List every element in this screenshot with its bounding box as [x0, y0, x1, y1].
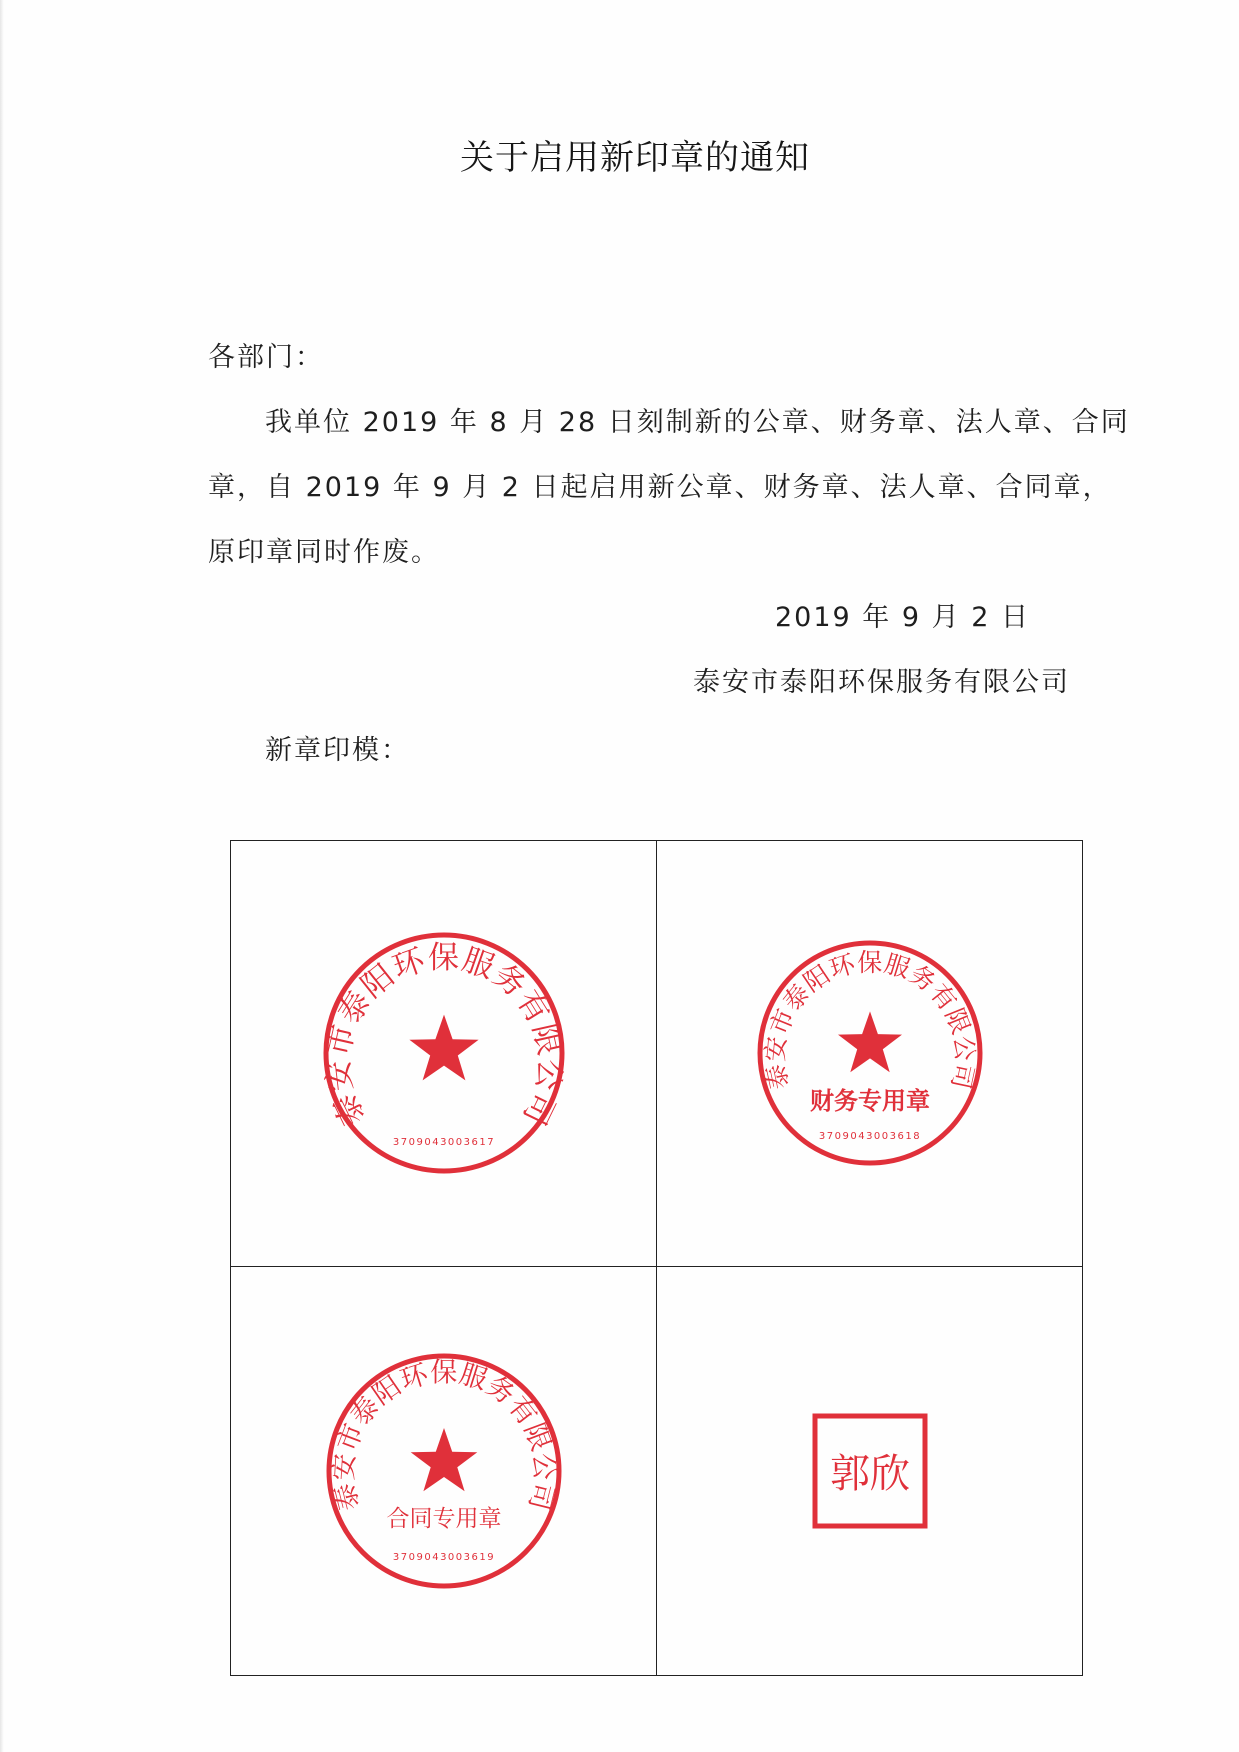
seal-purpose-text: 合同专用章 — [386, 1505, 501, 1532]
seal-ring-text: 泰安市泰阳环保服务有限公司 — [319, 940, 568, 1132]
star-icon — [409, 1015, 478, 1081]
document-title: 关于启用新印章的通知 — [460, 138, 810, 178]
seal-row-2 — [231, 1266, 1083, 1675]
legal-rep-name: 郭欣 — [829, 1450, 910, 1497]
addressee-line: 各部门： — [208, 342, 324, 373]
seal-specimen-label: 新章印模： — [265, 735, 410, 766]
seal-purpose-text: 财务专用章 — [809, 1087, 930, 1116]
body-line-1: 我单位 2019 年 8 月 28 日刻制新的公章、财务章、法人章、合同 — [265, 407, 1130, 438]
scan-edge — [0, 0, 4, 1752]
seal-row-1 — [231, 841, 1083, 1267]
legal-rep-seal — [811, 1412, 929, 1530]
seal-cell-contract — [231, 1266, 657, 1675]
body-line-3: 原印章同时作废。 — [208, 537, 440, 568]
signature-company: 泰安市泰阳环保服务有限公司 — [693, 667, 1070, 698]
seal-code: 3709043003619 — [392, 1551, 495, 1563]
seal-cell-legal-rep — [657, 1266, 1083, 1675]
seal-code: 3709043003617 — [392, 1137, 495, 1149]
seal-ring-text: 泰安市泰阳环保服务有限公司 — [759, 948, 980, 1093]
star-icon — [410, 1428, 477, 1491]
star-icon — [838, 1012, 902, 1073]
official-seal — [314, 923, 574, 1183]
signature-date: 2019 年 9 月 2 日 — [775, 602, 1030, 633]
contract-seal — [319, 1346, 569, 1596]
seal-ring-text: 泰安市泰阳环保服务有限公司 — [327, 1357, 560, 1514]
seal-cell-official — [231, 841, 657, 1267]
seal-code: 3709043003618 — [818, 1131, 921, 1143]
finance-seal — [750, 933, 990, 1173]
body-line-2: 章，自 2019 年 9 月 2 日起启用新公章、财务章、法人章、合同章， — [208, 472, 1112, 503]
seal-cell-finance — [657, 841, 1083, 1267]
seal-specimen-table — [230, 840, 1083, 1676]
